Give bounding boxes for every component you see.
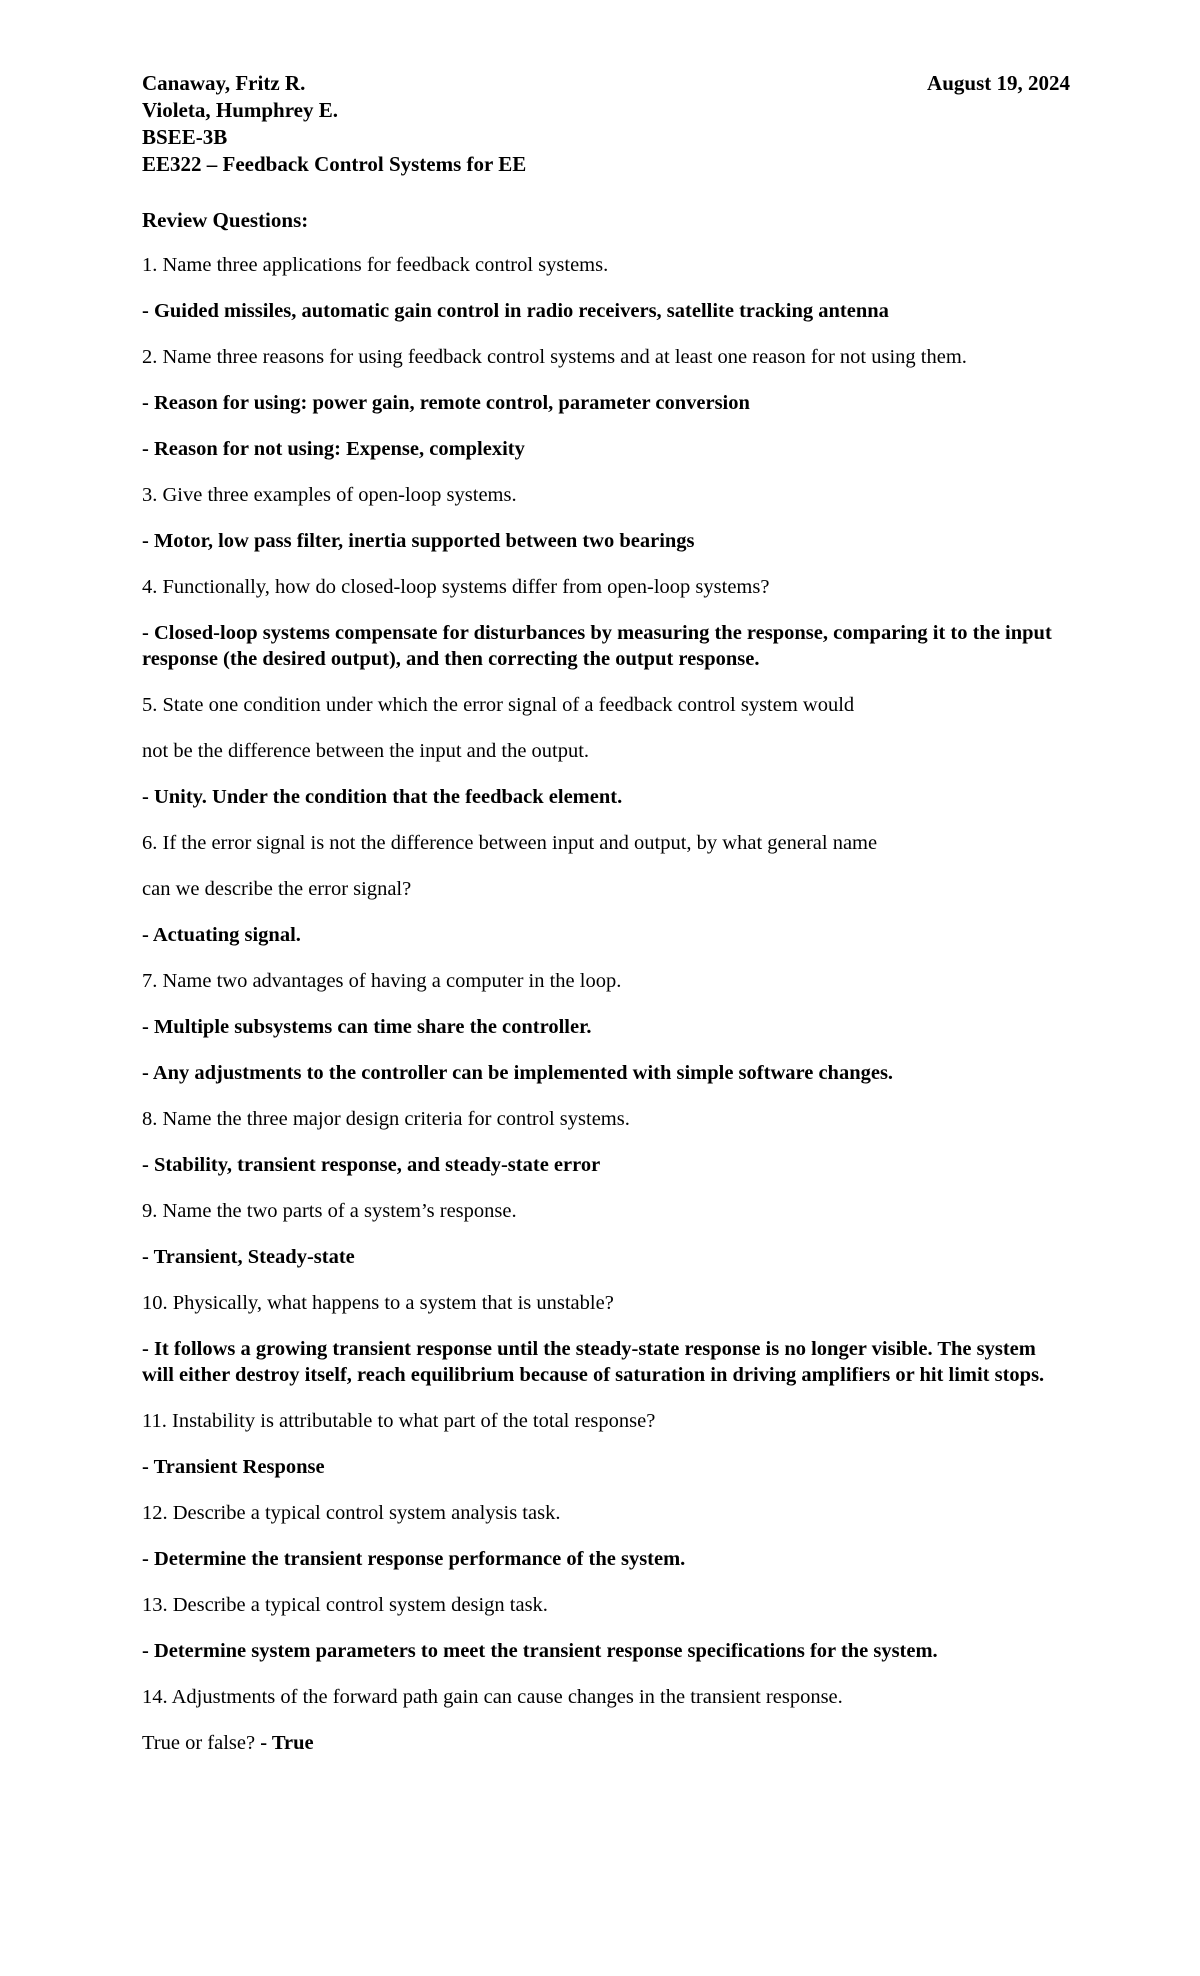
class-section: BSEE-3B xyxy=(142,125,228,149)
question-6-continued: can we describe the error signal? xyxy=(142,878,412,900)
document-date: August 19, 2024 xyxy=(927,71,1070,95)
document-page xyxy=(142,70,1070,1756)
answer-8: - Stability, transient response, and steady-state error xyxy=(142,1154,601,1176)
answer-5: - Unity. Under the condition that the feedback element. xyxy=(142,786,623,808)
question-13: 13. Describe a typical control system design task. xyxy=(142,1594,548,1616)
author-1: Canaway, Fritz R. xyxy=(142,71,306,95)
question-14-prompt: True or false? xyxy=(142,1732,256,1754)
question-5-continued: not be the difference between the input and the output. xyxy=(142,740,590,762)
question-14-continued xyxy=(142,1730,1070,1756)
answer-11: - Transient Response xyxy=(142,1456,325,1478)
section-title: Review Questions: xyxy=(142,208,309,232)
question-1: 1. Name three applications for feedback control systems. xyxy=(142,254,609,276)
answer-4: - Closed-loop systems compensate for disturbances by measuring the response, comparing it to the input response (the desired output), and then correcting the output response. xyxy=(142,622,1052,670)
author-2: Violeta, Humphrey E. xyxy=(142,98,339,122)
answer-14: - True xyxy=(260,1732,314,1754)
question-11: 11. Instability is attributable to what part of the total response? xyxy=(142,1410,656,1432)
question-8: 8. Name the three major design criteria for control systems. xyxy=(142,1108,630,1130)
question-6: 6. If the error signal is not the difference between input and output, by what general name xyxy=(142,832,878,854)
answer-2a: - Reason for using: power gain, remote control, parameter conversion xyxy=(142,392,750,414)
question-9: 9. Name the two parts of a system’s response. xyxy=(142,1200,517,1222)
answer-1: - Guided missiles, automatic gain control in radio receivers, satellite tracking antenna xyxy=(142,300,889,322)
question-14: 14. Adjustments of the forward path gain can cause changes in the transient response. xyxy=(142,1686,843,1708)
question-4: 4. Functionally, how do closed-loop systems differ from open-loop systems? xyxy=(142,576,770,598)
answer-9: - Transient, Steady-state xyxy=(142,1246,355,1268)
answer-3: - Motor, low pass filter, inertia supported between two bearings xyxy=(142,530,695,552)
question-7: 7. Name two advantages of having a computer in the loop. xyxy=(142,970,622,992)
questions-list xyxy=(142,252,1070,1756)
answer-6: - Actuating signal. xyxy=(142,924,301,946)
answer-2b: - Reason for not using: Expense, complexity xyxy=(142,438,525,460)
answer-7b: - Any adjustments to the controller can be implemented with simple software changes. xyxy=(142,1062,894,1084)
question-2: 2. Name three reasons for using feedback control systems and at least one reason for not using them. xyxy=(142,346,967,368)
question-12: 12. Describe a typical control system analysis task. xyxy=(142,1502,561,1524)
course-title: EE322 – Feedback Control Systems for EE xyxy=(142,152,527,176)
answer-13: - Determine system parameters to meet the transient response specifications for the system. xyxy=(142,1640,938,1662)
question-5: 5. State one condition under which the error signal of a feedback control system would xyxy=(142,694,855,716)
answer-10: - It follows a growing transient response until the steady-state response is no longer visible. The system will either destroy itself, reach equilibrium because of saturation in driving amplifiers or hit limit stops. xyxy=(142,1338,1045,1386)
question-10: 10. Physically, what happens to a system that is unstable? xyxy=(142,1292,614,1314)
answer-7a: - Multiple subsystems can time share the controller. xyxy=(142,1016,592,1038)
answer-12: - Determine the transient response performance of the system. xyxy=(142,1548,686,1570)
question-3: 3. Give three examples of open-loop systems. xyxy=(142,484,517,506)
document-header xyxy=(142,70,1070,178)
